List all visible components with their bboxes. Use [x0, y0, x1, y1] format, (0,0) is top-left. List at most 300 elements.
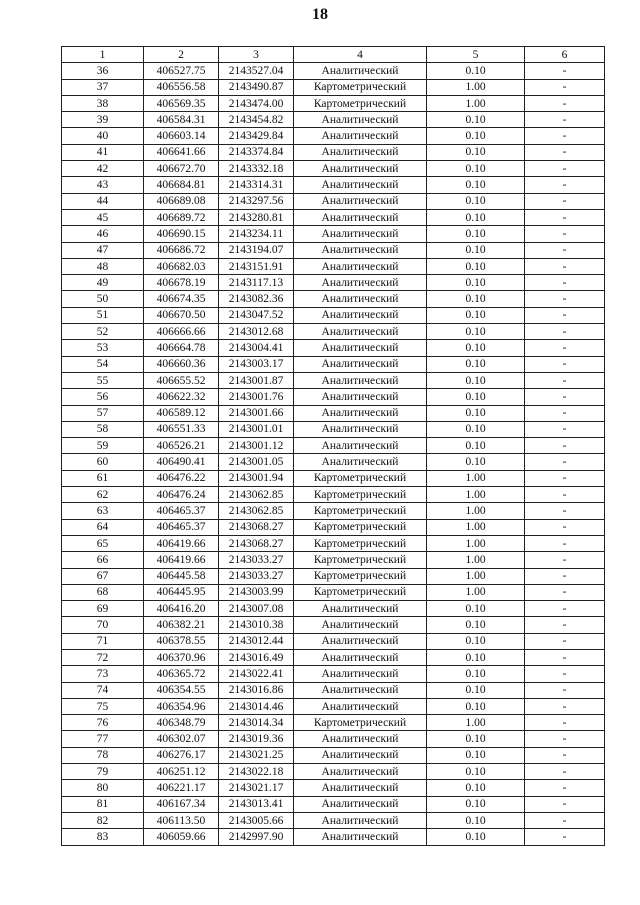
- x-coordinate-cell: 406666.66: [144, 324, 219, 340]
- point-number-cell: 48: [62, 258, 144, 274]
- x-coordinate-cell: 406664.78: [144, 340, 219, 356]
- x-coordinate-cell: 406445.95: [144, 584, 219, 600]
- table-row: [62, 258, 605, 274]
- table-row: [62, 796, 605, 812]
- y-coordinate-cell: 2143019.36: [219, 731, 294, 747]
- table-row: [62, 242, 605, 258]
- y-coordinate-cell: 2143374.84: [219, 144, 294, 160]
- y-coordinate-cell: 2143527.04: [219, 63, 294, 79]
- method-cell: Аналитический: [294, 324, 427, 340]
- method-cell: Аналитический: [294, 372, 427, 388]
- note-cell: -: [525, 63, 605, 79]
- y-coordinate-cell: 2143022.18: [219, 764, 294, 780]
- point-number-cell: 76: [62, 715, 144, 731]
- method-cell: Аналитический: [294, 601, 427, 617]
- table-row: [62, 649, 605, 665]
- table-row: [62, 503, 605, 519]
- y-coordinate-cell: 2143033.27: [219, 568, 294, 584]
- point-number-cell: 81: [62, 796, 144, 812]
- table-row: [62, 535, 605, 551]
- table-row: [62, 226, 605, 242]
- accuracy-cell: 0.10: [427, 829, 525, 845]
- accuracy-cell: 0.10: [427, 112, 525, 128]
- point-number-cell: 57: [62, 405, 144, 421]
- y-coordinate-cell: 2143001.01: [219, 421, 294, 437]
- point-number-cell: 78: [62, 747, 144, 763]
- table-row: [62, 617, 605, 633]
- accuracy-cell: 0.10: [427, 764, 525, 780]
- note-cell: -: [525, 389, 605, 405]
- column-header: 1: [62, 47, 144, 63]
- accuracy-cell: 0.10: [427, 291, 525, 307]
- note-cell: -: [525, 780, 605, 796]
- table-row: [62, 421, 605, 437]
- accuracy-cell: 0.10: [427, 698, 525, 714]
- note-cell: -: [525, 226, 605, 242]
- x-coordinate-cell: 406276.17: [144, 747, 219, 763]
- point-number-cell: 47: [62, 242, 144, 258]
- point-number-cell: 80: [62, 780, 144, 796]
- note-cell: -: [525, 307, 605, 323]
- note-cell: -: [525, 242, 605, 258]
- x-coordinate-cell: 406527.75: [144, 63, 219, 79]
- y-coordinate-cell: 2143012.68: [219, 324, 294, 340]
- point-number-cell: 51: [62, 307, 144, 323]
- method-cell: Аналитический: [294, 63, 427, 79]
- point-number-cell: 46: [62, 226, 144, 242]
- point-number-cell: 43: [62, 177, 144, 193]
- x-coordinate-cell: 406551.33: [144, 421, 219, 437]
- y-coordinate-cell: 2143001.66: [219, 405, 294, 421]
- note-cell: -: [525, 454, 605, 470]
- point-number-cell: 62: [62, 487, 144, 503]
- note-cell: -: [525, 356, 605, 372]
- note-cell: -: [525, 79, 605, 95]
- x-coordinate-cell: 406686.72: [144, 242, 219, 258]
- y-coordinate-cell: 2143068.27: [219, 535, 294, 551]
- method-cell: Картометрический: [294, 79, 427, 95]
- accuracy-cell: 0.10: [427, 275, 525, 291]
- x-coordinate-cell: 406689.08: [144, 193, 219, 209]
- x-coordinate-cell: 406354.96: [144, 698, 219, 714]
- table-row: [62, 63, 605, 79]
- accuracy-cell: 0.10: [427, 405, 525, 421]
- y-coordinate-cell: 2143297.56: [219, 193, 294, 209]
- column-header: 3: [219, 47, 294, 63]
- method-cell: Аналитический: [294, 633, 427, 649]
- y-coordinate-cell: 2143474.00: [219, 95, 294, 111]
- x-coordinate-cell: 406465.37: [144, 503, 219, 519]
- table-row: [62, 764, 605, 780]
- x-coordinate-cell: 406348.79: [144, 715, 219, 731]
- table-row: [62, 519, 605, 535]
- table-row: [62, 193, 605, 209]
- point-number-cell: 70: [62, 617, 144, 633]
- y-coordinate-cell: 2143062.85: [219, 487, 294, 503]
- accuracy-cell: 0.10: [427, 161, 525, 177]
- x-coordinate-cell: 406221.17: [144, 780, 219, 796]
- table-row: [62, 747, 605, 763]
- y-coordinate-cell: 2143016.86: [219, 682, 294, 698]
- note-cell: -: [525, 633, 605, 649]
- x-coordinate-cell: 406584.31: [144, 112, 219, 128]
- x-coordinate-cell: 406589.12: [144, 405, 219, 421]
- y-coordinate-cell: 2143014.46: [219, 698, 294, 714]
- table-row: [62, 307, 605, 323]
- y-coordinate-cell: 2143001.94: [219, 470, 294, 486]
- y-coordinate-cell: 2143033.27: [219, 552, 294, 568]
- point-number-cell: 56: [62, 389, 144, 405]
- accuracy-cell: 0.10: [427, 128, 525, 144]
- note-cell: -: [525, 601, 605, 617]
- x-coordinate-cell: 406569.35: [144, 95, 219, 111]
- accuracy-cell: 1.00: [427, 568, 525, 584]
- note-cell: -: [525, 161, 605, 177]
- y-coordinate-cell: 2143010.38: [219, 617, 294, 633]
- note-cell: -: [525, 470, 605, 486]
- point-number-cell: 72: [62, 649, 144, 665]
- note-cell: -: [525, 112, 605, 128]
- table-row: [62, 324, 605, 340]
- method-cell: Картометрический: [294, 470, 427, 486]
- note-cell: -: [525, 340, 605, 356]
- table-row: [62, 601, 605, 617]
- point-number-cell: 53: [62, 340, 144, 356]
- table-row: [62, 698, 605, 714]
- y-coordinate-cell: 2143490.87: [219, 79, 294, 95]
- method-cell: Аналитический: [294, 438, 427, 454]
- table-row: [62, 389, 605, 405]
- column-header: 4: [294, 47, 427, 63]
- y-coordinate-cell: 2143007.08: [219, 601, 294, 617]
- accuracy-cell: 0.10: [427, 389, 525, 405]
- accuracy-cell: 0.10: [427, 340, 525, 356]
- y-coordinate-cell: 2143001.87: [219, 372, 294, 388]
- x-coordinate-cell: 406682.03: [144, 258, 219, 274]
- method-cell: Аналитический: [294, 731, 427, 747]
- accuracy-cell: 0.10: [427, 307, 525, 323]
- accuracy-cell: 0.10: [427, 144, 525, 160]
- note-cell: -: [525, 421, 605, 437]
- point-number-cell: 52: [62, 324, 144, 340]
- note-cell: -: [525, 275, 605, 291]
- y-coordinate-cell: 2143068.27: [219, 519, 294, 535]
- x-coordinate-cell: 406603.14: [144, 128, 219, 144]
- column-header: 2: [144, 47, 219, 63]
- table-row: [62, 552, 605, 568]
- x-coordinate-cell: 406445.58: [144, 568, 219, 584]
- table-row: [62, 144, 605, 160]
- point-number-cell: 71: [62, 633, 144, 649]
- note-cell: -: [525, 535, 605, 551]
- note-cell: -: [525, 209, 605, 225]
- y-coordinate-cell: 2143013.41: [219, 796, 294, 812]
- note-cell: -: [525, 177, 605, 193]
- note-cell: -: [525, 568, 605, 584]
- accuracy-cell: 0.10: [427, 258, 525, 274]
- y-coordinate-cell: 2143429.84: [219, 128, 294, 144]
- accuracy-cell: 1.00: [427, 715, 525, 731]
- page-number: 18: [312, 6, 328, 23]
- table-row: [62, 731, 605, 747]
- x-coordinate-cell: 406419.66: [144, 535, 219, 551]
- y-coordinate-cell: 2143314.31: [219, 177, 294, 193]
- accuracy-cell: 0.10: [427, 193, 525, 209]
- x-coordinate-cell: 406378.55: [144, 633, 219, 649]
- x-coordinate-cell: 406684.81: [144, 177, 219, 193]
- x-coordinate-cell: 406370.96: [144, 649, 219, 665]
- method-cell: Картометрический: [294, 487, 427, 503]
- note-cell: -: [525, 144, 605, 160]
- method-cell: Аналитический: [294, 209, 427, 225]
- note-cell: -: [525, 291, 605, 307]
- method-cell: Аналитический: [294, 307, 427, 323]
- note-cell: -: [525, 682, 605, 698]
- y-coordinate-cell: 2143014.34: [219, 715, 294, 731]
- accuracy-cell: 0.10: [427, 633, 525, 649]
- x-coordinate-cell: 406416.20: [144, 601, 219, 617]
- accuracy-cell: 0.10: [427, 421, 525, 437]
- method-cell: Аналитический: [294, 242, 427, 258]
- note-cell: -: [525, 193, 605, 209]
- point-number-cell: 69: [62, 601, 144, 617]
- method-cell: Аналитический: [294, 421, 427, 437]
- note-cell: -: [525, 649, 605, 665]
- accuracy-cell: 0.10: [427, 617, 525, 633]
- y-coordinate-cell: 2143234.11: [219, 226, 294, 242]
- y-coordinate-cell: 2143001.05: [219, 454, 294, 470]
- y-coordinate-cell: 2143082.36: [219, 291, 294, 307]
- accuracy-cell: 0.10: [427, 796, 525, 812]
- note-cell: -: [525, 128, 605, 144]
- accuracy-cell: 0.10: [427, 731, 525, 747]
- table-row: [62, 470, 605, 486]
- method-cell: Аналитический: [294, 356, 427, 372]
- method-cell: Картометрический: [294, 552, 427, 568]
- table-row: [62, 568, 605, 584]
- accuracy-cell: 1.00: [427, 470, 525, 486]
- note-cell: -: [525, 698, 605, 714]
- note-cell: -: [525, 617, 605, 633]
- note-cell: -: [525, 731, 605, 747]
- accuracy-cell: 0.10: [427, 747, 525, 763]
- table-row: [62, 715, 605, 731]
- table-row: [62, 780, 605, 796]
- x-coordinate-cell: 406476.24: [144, 487, 219, 503]
- method-cell: Картометрический: [294, 535, 427, 551]
- table-header-row: [62, 47, 605, 63]
- y-coordinate-cell: 2143117.13: [219, 275, 294, 291]
- table-row: [62, 682, 605, 698]
- point-number-cell: 54: [62, 356, 144, 372]
- point-number-cell: 73: [62, 666, 144, 682]
- point-number-cell: 63: [62, 503, 144, 519]
- method-cell: Аналитический: [294, 780, 427, 796]
- x-coordinate-cell: 406674.35: [144, 291, 219, 307]
- accuracy-cell: 1.00: [427, 552, 525, 568]
- table-row: [62, 79, 605, 95]
- x-coordinate-cell: 406526.21: [144, 438, 219, 454]
- point-number-cell: 77: [62, 731, 144, 747]
- accuracy-cell: 0.10: [427, 454, 525, 470]
- method-cell: Аналитический: [294, 764, 427, 780]
- point-number-cell: 67: [62, 568, 144, 584]
- accuracy-cell: 1.00: [427, 503, 525, 519]
- method-cell: Аналитический: [294, 112, 427, 128]
- method-cell: Аналитический: [294, 812, 427, 828]
- method-cell: Аналитический: [294, 291, 427, 307]
- x-coordinate-cell: 406689.72: [144, 209, 219, 225]
- table-row: [62, 95, 605, 111]
- y-coordinate-cell: 2143012.44: [219, 633, 294, 649]
- note-cell: -: [525, 796, 605, 812]
- x-coordinate-cell: 406059.66: [144, 829, 219, 845]
- point-number-cell: 74: [62, 682, 144, 698]
- note-cell: -: [525, 812, 605, 828]
- point-number-cell: 41: [62, 144, 144, 160]
- note-cell: -: [525, 324, 605, 340]
- point-number-cell: 36: [62, 63, 144, 79]
- method-cell: Аналитический: [294, 226, 427, 242]
- x-coordinate-cell: 406354.55: [144, 682, 219, 698]
- table-row: [62, 633, 605, 649]
- y-coordinate-cell: 2143005.66: [219, 812, 294, 828]
- accuracy-cell: 0.10: [427, 780, 525, 796]
- note-cell: -: [525, 519, 605, 535]
- x-coordinate-cell: 406465.37: [144, 519, 219, 535]
- note-cell: -: [525, 829, 605, 845]
- table-row: [62, 438, 605, 454]
- point-number-cell: 60: [62, 454, 144, 470]
- x-coordinate-cell: 406655.52: [144, 372, 219, 388]
- note-cell: -: [525, 552, 605, 568]
- point-number-cell: 44: [62, 193, 144, 209]
- method-cell: Аналитический: [294, 340, 427, 356]
- y-coordinate-cell: 2142997.90: [219, 829, 294, 845]
- note-cell: -: [525, 764, 605, 780]
- method-cell: Аналитический: [294, 698, 427, 714]
- accuracy-cell: 1.00: [427, 487, 525, 503]
- table-row: [62, 812, 605, 828]
- y-coordinate-cell: 2143001.12: [219, 438, 294, 454]
- method-cell: Аналитический: [294, 666, 427, 682]
- method-cell: Аналитический: [294, 617, 427, 633]
- note-cell: -: [525, 666, 605, 682]
- point-number-cell: 83: [62, 829, 144, 845]
- method-cell: Картометрический: [294, 519, 427, 535]
- column-header: 6: [525, 47, 605, 63]
- point-number-cell: 66: [62, 552, 144, 568]
- accuracy-cell: 1.00: [427, 79, 525, 95]
- accuracy-cell: 0.10: [427, 812, 525, 828]
- method-cell: Аналитический: [294, 649, 427, 665]
- method-cell: Аналитический: [294, 747, 427, 763]
- y-coordinate-cell: 2143047.52: [219, 307, 294, 323]
- point-number-cell: 49: [62, 275, 144, 291]
- point-number-cell: 45: [62, 209, 144, 225]
- accuracy-cell: 0.10: [427, 372, 525, 388]
- note-cell: -: [525, 372, 605, 388]
- table-row: [62, 405, 605, 421]
- point-number-cell: 42: [62, 161, 144, 177]
- method-cell: Картометрический: [294, 95, 427, 111]
- point-number-cell: 82: [62, 812, 144, 828]
- accuracy-cell: 0.10: [427, 438, 525, 454]
- point-number-cell: 58: [62, 421, 144, 437]
- x-coordinate-cell: 406670.50: [144, 307, 219, 323]
- accuracy-cell: 0.10: [427, 682, 525, 698]
- point-number-cell: 68: [62, 584, 144, 600]
- accuracy-cell: 0.10: [427, 226, 525, 242]
- note-cell: -: [525, 95, 605, 111]
- accuracy-cell: 0.10: [427, 242, 525, 258]
- note-cell: -: [525, 438, 605, 454]
- method-cell: Аналитический: [294, 144, 427, 160]
- accuracy-cell: 1.00: [427, 95, 525, 111]
- table-row: [62, 177, 605, 193]
- table-row: [62, 666, 605, 682]
- accuracy-cell: 0.10: [427, 177, 525, 193]
- x-coordinate-cell: 406622.32: [144, 389, 219, 405]
- table-row: [62, 372, 605, 388]
- note-cell: -: [525, 487, 605, 503]
- method-cell: Аналитический: [294, 405, 427, 421]
- note-cell: -: [525, 258, 605, 274]
- note-cell: -: [525, 405, 605, 421]
- x-coordinate-cell: 406556.58: [144, 79, 219, 95]
- method-cell: Аналитический: [294, 161, 427, 177]
- table-row: [62, 112, 605, 128]
- point-number-cell: 38: [62, 95, 144, 111]
- y-coordinate-cell: 2143151.91: [219, 258, 294, 274]
- point-number-cell: 64: [62, 519, 144, 535]
- point-number-cell: 61: [62, 470, 144, 486]
- y-coordinate-cell: 2143194.07: [219, 242, 294, 258]
- table-body: [62, 63, 605, 845]
- table-row: [62, 209, 605, 225]
- x-coordinate-cell: 406302.07: [144, 731, 219, 747]
- method-cell: Аналитический: [294, 389, 427, 405]
- table-row: [62, 454, 605, 470]
- y-coordinate-cell: 2143003.99: [219, 584, 294, 600]
- table-row: [62, 161, 605, 177]
- x-coordinate-cell: 406476.22: [144, 470, 219, 486]
- table-row: [62, 340, 605, 356]
- accuracy-cell: 0.10: [427, 601, 525, 617]
- note-cell: -: [525, 715, 605, 731]
- accuracy-cell: 0.10: [427, 356, 525, 372]
- method-cell: Картометрический: [294, 568, 427, 584]
- note-cell: -: [525, 747, 605, 763]
- point-number-cell: 39: [62, 112, 144, 128]
- x-coordinate-cell: 406641.66: [144, 144, 219, 160]
- method-cell: Аналитический: [294, 128, 427, 144]
- point-number-cell: 50: [62, 291, 144, 307]
- x-coordinate-cell: 406251.12: [144, 764, 219, 780]
- x-coordinate-cell: 406365.72: [144, 666, 219, 682]
- accuracy-cell: 0.10: [427, 324, 525, 340]
- y-coordinate-cell: 2143280.81: [219, 209, 294, 225]
- method-cell: Аналитический: [294, 829, 427, 845]
- table-row: [62, 128, 605, 144]
- y-coordinate-cell: 2143004.41: [219, 340, 294, 356]
- method-cell: Аналитический: [294, 258, 427, 274]
- point-number-cell: 55: [62, 372, 144, 388]
- point-number-cell: 65: [62, 535, 144, 551]
- column-header: 5: [427, 47, 525, 63]
- y-coordinate-cell: 2143022.41: [219, 666, 294, 682]
- table-row: [62, 275, 605, 291]
